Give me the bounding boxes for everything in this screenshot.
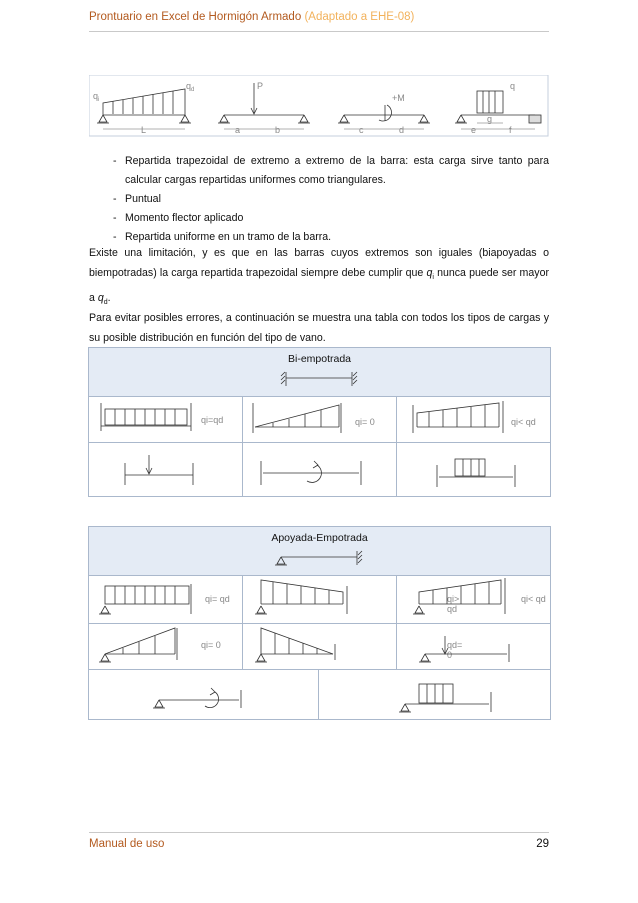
header-rule [89,31,549,32]
t1-point-diagram [89,443,239,493]
uniform-g-label: g [487,114,493,124]
header-title: Prontuario en Excel de Hormigón Armado [89,11,302,23]
t2-cond1: qi= qd [205,594,230,604]
t2-cell-decreasing-trap [243,576,460,624]
moment-d-label: d [399,125,405,135]
list-item: - Repartida trapezoidal de extremo a extremo de la barra: esta carga sirve tanto para calcular cargas repartidas uniformes como triangulares. [89,152,549,190]
t2-cond5: qd= 0 [447,640,463,660]
t2-cell-partial [319,670,550,719]
t1-partial-diagram [397,443,547,493]
t2-cell-triangle-down [243,624,463,670]
figure-border [89,75,548,136]
uniform-f-label: f [509,125,512,135]
trap-span-label: L [141,125,147,135]
list-item: - Repartida uniforme en un tramo de la barra. [89,228,549,247]
t2-cell-uniform [89,576,243,624]
t2-moment-diagram [89,670,317,718]
uniform-q-label: q [510,81,516,91]
t1-cell-uniform [89,397,243,443]
fixed-fixed-icon [274,370,364,388]
table-intro-paragraph: Para evitar posibles errores, a continuación se muestra una tabla con todos los tipos de cargas y su posible distribución en función del tipo de vano. [89,312,549,344]
limitation-paragraph: Existe una limitación, y es que en las barras cuyos extremos son iguales (biapoyadas o biempotradas) la carga repartida trapezoidal siempre debe cumplir que $q_i$ nunca puede ser mayor a $q_d$. [89,247,549,307]
moment-diagram [338,105,430,129]
uniform-partial-diagram [455,91,541,129]
header-subtitle: (Adaptado a EHE-08) [304,11,415,23]
table1-header [89,348,550,397]
t2-cond4: qi= 0 [201,640,221,650]
t2-partial-diagram [319,670,547,718]
t2-cell-triangle-up [89,624,243,670]
footer-rule [89,832,549,833]
t1-cell-moment [243,443,397,496]
uniform-e-label: e [471,125,477,135]
footer-left: Manual de uso [89,838,165,850]
t2-cell-point [397,624,550,670]
table1-title: Bi-empotrada [287,353,352,365]
load-types-figure [89,75,549,137]
table-bi-empotrada [88,347,551,497]
trap-qi-label: $q_i$ [93,91,100,103]
t2-point-diagram [397,624,547,668]
list-item: - Momento flector aplicado [89,209,549,228]
moment-c-label: c [359,125,364,135]
t2-cond2: qi> qd [447,594,460,614]
t1-cell-trapezoid [397,397,550,443]
t2-cell-increasing-trap [397,576,550,624]
t2-cond3: qi< qd [521,594,546,604]
trapezoid-diagram [97,89,191,129]
trap-qd-label: $q_d$ [186,81,195,93]
point-load-label: P [257,81,264,91]
table-apoyada-empotrada [88,526,551,720]
t1-cond2: qi= 0 [355,417,375,427]
t1-cell-point [89,443,243,496]
table2-title: Apoyada-Empotrada [271,532,368,544]
t1-cond1: qi=qd [201,415,224,425]
t2-decreasing-trap-diagram [243,576,393,622]
point-load-diagram [218,83,310,129]
page-header [89,11,414,23]
moment-label: +M [392,93,405,103]
pinned-fixed-icon [269,549,369,569]
list-item: - Puntual [89,190,549,209]
t2-cell-moment [89,670,319,719]
t1-cond3: qi< qd [511,417,536,427]
t1-cell-partial [397,443,550,496]
page-number: 29 [536,838,549,850]
point-b-label: b [275,125,281,135]
t1-moment-diagram [243,443,393,493]
t2-triangle-down-diagram [243,624,393,668]
point-a-label: a [235,125,241,135]
load-type-list [89,152,549,247]
t1-cell-triangular [243,397,397,443]
table2-header [89,527,550,576]
